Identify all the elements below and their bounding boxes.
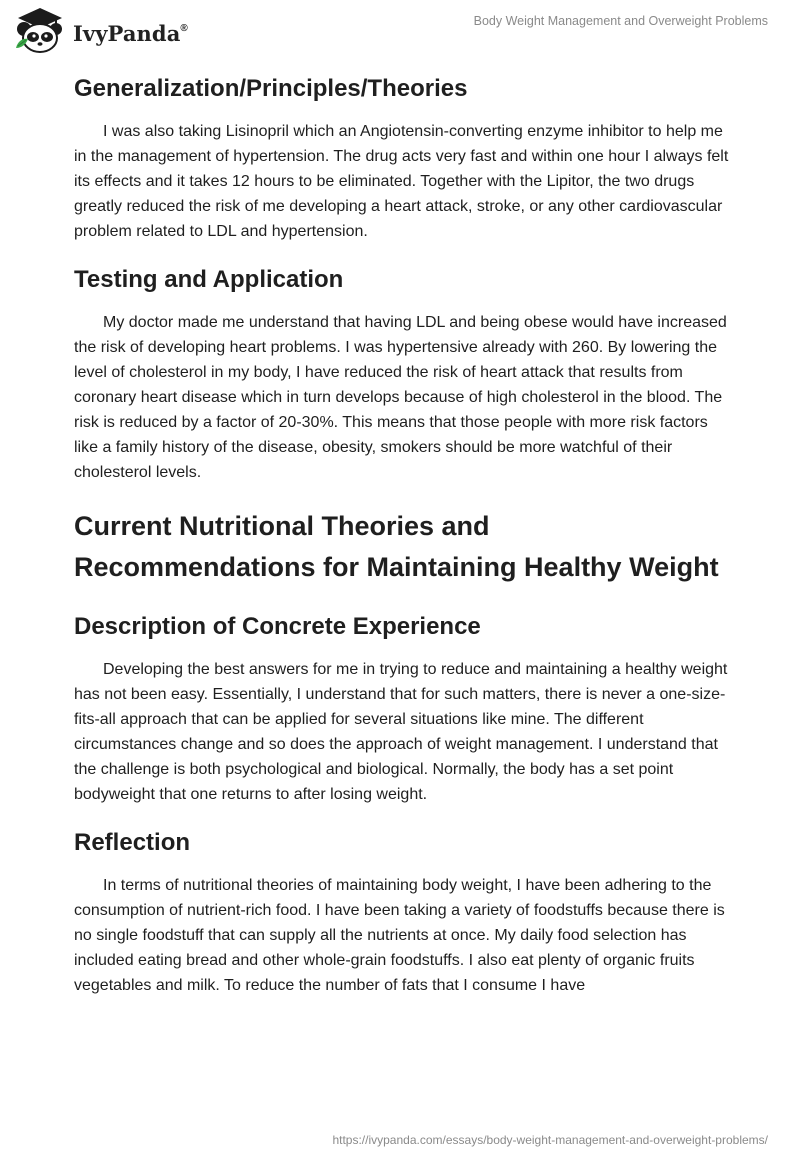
subsection-heading: Reflection: [74, 829, 191, 856]
main-heading: Current Nutritional Theories and Recommendations for Maintaining Healthy Weight: [74, 511, 719, 582]
section-paragraph: My doctor made me understand that having LDL and being obese would have increased the risk of developing heart problems. I was hypertensive already with 260. By lowering the level of cholesterol in my body, I have reduced the risk of heart attack that results from coronary heart disease which in turn develops because of high cholesterol in the blood. The risk is reduced by a factor of 20-30%. This means that those people with more risk factors like a family history of the disease, obesity, smokers should be more watchful of their cholesterol levels.: [74, 314, 727, 481]
ivypanda-logo[interactable]: [12, 6, 188, 54]
section-heading: Testing and Application: [74, 266, 344, 293]
section-heading: Generalization/Principles/Theories: [74, 75, 468, 102]
subsection-paragraph: In terms of nutritional theories of maintaining body weight, I have been adhering to the consumption of nutrient-rich food. I have been taking a variety of foodstuffs because there is no single foodstuff that can supply all the nutrients at once. My daily food selection has included eating bread and other whole-grain foodstuffs. I also eat plenty of organic fruits vegetables and milk. To reduce the number of fats that I consume I have: [74, 877, 725, 994]
section-paragraph: I was also taking Lisinopril which an Angiotensin-converting enzyme inhibitor to help me in the management of hypertension. The drug acts very fast and within one hour I always felt its effects and it takes 12 hours to be eliminated. Together with the Lipitor, the two drugs greatly reduced the risk of me developing a heart attack, stroke, or any other cardiovascular problem related to LDL and hypertension.: [74, 123, 729, 240]
registered-mark: ®: [180, 22, 188, 34]
panda-logo-icon: [12, 6, 68, 54]
source-url[interactable]: https://ivypanda.com/essays/body-weight-management-and-overweight-problems/: [332, 1133, 768, 1147]
document-title: Body Weight Management and Overweight Problems: [473, 14, 768, 28]
brand-name: IvyPanda®: [73, 20, 188, 46]
subsection-paragraph: Developing the best answers for me in trying to reduce and maintaining a healthy weight has not been easy. Essentially, I understand that for such matters, there is never a one-size-fits-all approach that can be applied for several situations like mine. The different circumstances change and so does the approach of weight management. I understand that the challenge is both psychological and biological. Normally, the body has a set point bodyweight that one returns to after losing weight.: [74, 661, 728, 803]
page-header: [0, 0, 800, 62]
essay-content: [74, 70, 734, 998]
subsection-heading: Description of Concrete Experience: [74, 613, 481, 640]
